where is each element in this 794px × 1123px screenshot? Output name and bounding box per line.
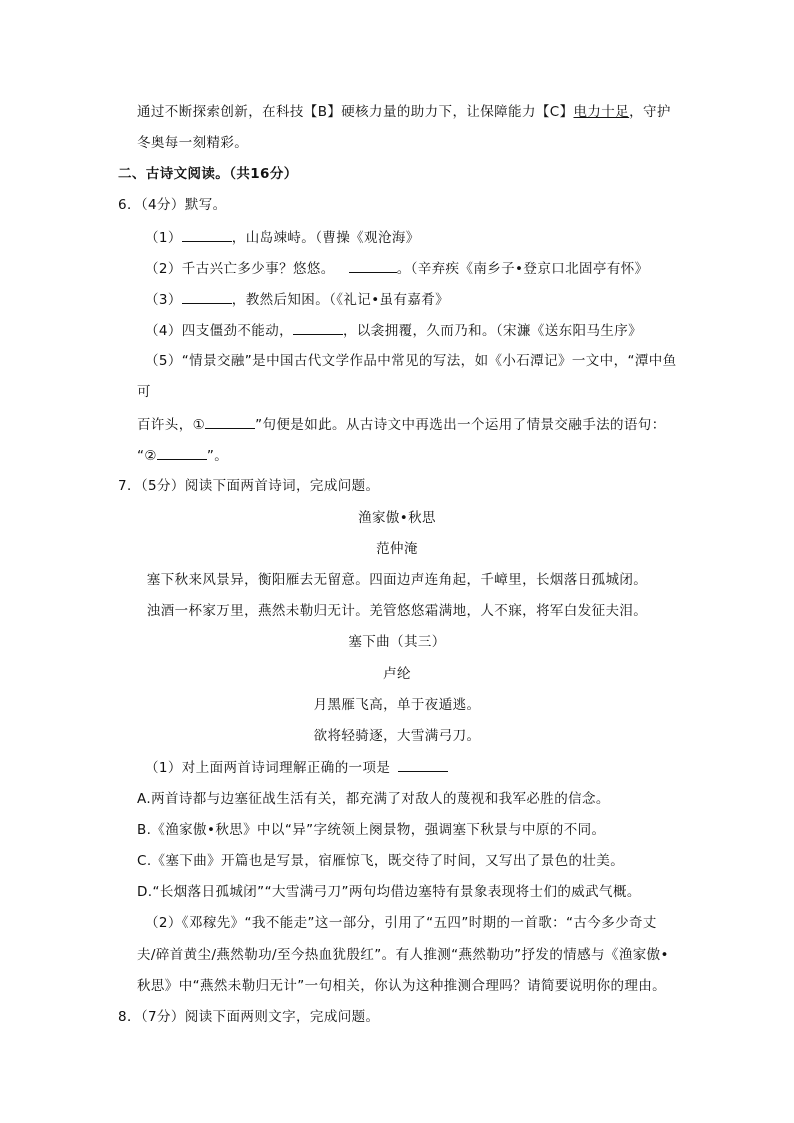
q6-item-5-line-2: 可: [137, 384, 151, 400]
q6-item-5-line-4: [137, 445, 228, 466]
poem-1-line-2: 浊酒一杯家万里，燕然未勒归无计。羌管悠悠霜满地，人不寐，将军白发征夫泪。: [146, 603, 648, 619]
q6-item-5-line-3: [137, 414, 666, 435]
poem-2-line-1: 月黑雁飞高，单于夜遁逃。: [313, 697, 481, 713]
poem-1-line-1: 塞下秋来风景异，衡阳雁去无留意。四面边声连角起，千嶂里，长烟落日孤城闭。: [146, 572, 648, 588]
answer-blank: [205, 414, 255, 429]
answer-blank: [398, 757, 448, 772]
poem-1-author: 范仲淹: [376, 541, 418, 557]
intro-text-a: 通过不断探索创新，在科技【B】硬核力量的助力下，让保障能力【C】: [137, 104, 574, 120]
answer-blank: [182, 289, 232, 304]
section-heading: 二、古诗文阅读。（共16分）: [118, 166, 298, 182]
intro-line-1: [137, 102, 671, 122]
item-text: ，以衾拥覆，久而乃和。（宋濂《送东阳马生序》: [343, 323, 643, 339]
answer-blank: [349, 258, 397, 273]
answer-blank: [182, 227, 232, 242]
underlined-phrase: 电力十足: [573, 104, 630, 120]
q7-sub-question-1: [145, 757, 448, 778]
item-text: 。（辛弃疾《南乡子•登京口北固亭有怀》: [396, 261, 649, 277]
item-text: （1）对上面两首诗词理解正确的一项是: [145, 760, 391, 776]
q6-item-1: [145, 227, 420, 248]
poem-2-title: 塞下曲（其三）: [348, 634, 446, 650]
item-text: ”。: [206, 448, 229, 464]
item-text: ，教然后知困。（《礼记•虽有嘉肴》: [231, 292, 450, 308]
q7-sub-question-2-line-3: 秋思》中“燕然未勒归无计”一句相关，你认为这种推测合理吗？请简要说明你的理由。: [137, 978, 667, 994]
poem-2-line-2: 欲将轻骑逐，大雪满弓刀。: [313, 728, 481, 744]
item-number: （1）: [145, 230, 182, 246]
answer-blank: [157, 445, 207, 460]
answer-blank: [293, 320, 343, 335]
item-text: 百许头，①: [137, 417, 206, 433]
q6-item-5-line-1: （5）“情景交融”是中国古代文学作品中常见的写法，如《小石潭记》一文中，“潭中鱼: [145, 353, 677, 369]
option-d: D.“长烟落日孤城闭”“大雪满弓刀”两句均借边塞特有景象表现将士们的威武气概。: [137, 884, 641, 900]
poem-2-author: 卢纶: [383, 666, 411, 682]
question-7-stem: 7．（5分）阅读下面两首诗词，完成问题。: [118, 478, 380, 494]
item-text: （4）四支僵劲不能动，: [145, 323, 293, 339]
option-a: A.两首诗都与边塞征战生活有关，都充满了对敌人的蔑视和我军必胜的信念。: [137, 791, 610, 807]
q6-item-3: [145, 289, 449, 310]
intro-text-b: ，守护: [629, 104, 671, 120]
q7-sub-question-2-line-1: （2）《邓稼先》“我不能走”这一部分，引用了“五四”时期的一首歌：“古今多少奇丈: [145, 915, 657, 931]
question-8-stem: 8．（7分）阅读下面两则文字，完成问题。: [118, 1009, 380, 1025]
q6-item-4: [145, 320, 642, 341]
poem-1-title: 渔家傲•秋思: [358, 510, 436, 526]
item-text: （2）千古兴亡多少事？悠悠。: [145, 261, 335, 277]
item-text: ，山岛竦峙。（曹操《观沧海》: [231, 230, 420, 246]
q7-sub-question-2-line-2: 夫/碎首黄尘/燕然勒功/至今热血犹殷红”。有人推测“燕然勒功”抒发的情感与《渔家傲•: [137, 947, 669, 963]
item-number: （3）: [145, 292, 182, 308]
item-text: “②: [137, 448, 157, 464]
question-6-stem: 6．（4分）默写。: [118, 197, 227, 213]
option-c: C.《塞下曲》开篇也是写景，宿雁惊飞，既交待了时间，又写出了景色的壮美。: [137, 853, 625, 869]
intro-line-2: 冬奥每一刻精彩。: [137, 135, 249, 151]
q6-item-2: [145, 258, 649, 279]
option-b: B.《渔家傲•秋思》中以“异”字统领上阕景物，强调塞下秋景与中原的不同。: [137, 822, 606, 838]
item-text: ”句便是如此。从古诗文中再选出一个运用了情景交融手法的语句：: [255, 417, 666, 433]
